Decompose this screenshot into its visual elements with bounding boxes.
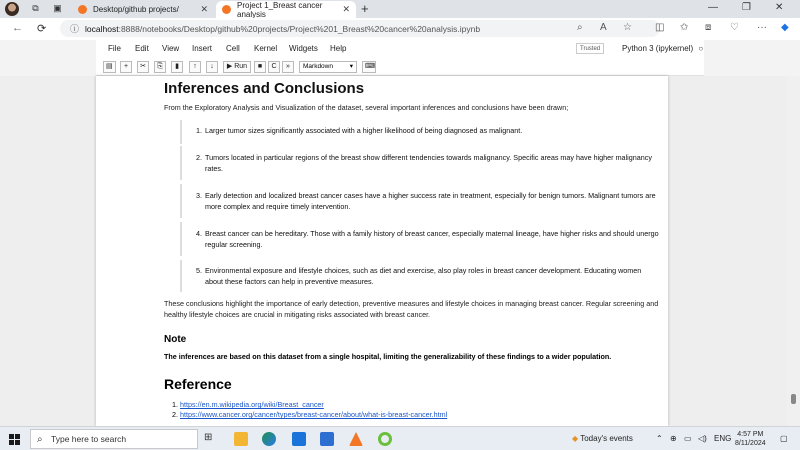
- menu-cell[interactable]: Cell: [226, 44, 240, 53]
- menu-insert[interactable]: Insert: [192, 44, 213, 53]
- cell-type-select[interactable]: [299, 61, 357, 73]
- language-indicator[interactable]: ENG: [714, 434, 732, 443]
- note-text: The inferences are based on this dataset from a single hospital, limiting the generalizability of these findings to a wider population.: [164, 352, 612, 361]
- menu-kernel[interactable]: Kernel: [254, 44, 278, 53]
- file-explorer-icon[interactable]: [234, 432, 248, 446]
- save-icon[interactable]: ▤: [103, 61, 116, 73]
- windows-start-icon[interactable]: [9, 434, 20, 445]
- copy-icon[interactable]: ⎘: [154, 61, 166, 73]
- inference-number: 4.: [196, 229, 202, 238]
- inference-text: Larger tumor sizes significantly associated with a higher likelihood of being diagnosed as malignant.: [205, 126, 523, 135]
- workspaces-icon[interactable]: ⧉: [32, 3, 39, 13]
- inference-item: [196, 153, 661, 174]
- read-aloud-icon[interactable]: A: [600, 22, 607, 33]
- inference-item: [196, 266, 661, 287]
- jupyter-menubar: [96, 40, 704, 58]
- page-title: Inferences and Conclusions: [164, 80, 365, 97]
- inference-number: 2.: [196, 153, 202, 162]
- browser-tab-strip: [0, 0, 800, 18]
- close-tab-icon[interactable]: ✕: [342, 4, 350, 14]
- zoom-icon[interactable]: ⌕: [577, 22, 583, 33]
- tab-desktop-github-projects[interactable]: [72, 1, 214, 18]
- notifications-icon[interactable]: ▢: [780, 434, 788, 443]
- reference-link[interactable]: https://en.m.wikipedia.org/wiki/Breast_cancer: [180, 400, 324, 409]
- clock-date: 8/11/2024: [735, 440, 766, 447]
- app-icon[interactable]: [378, 432, 392, 446]
- page-scrollbar[interactable]: [787, 76, 800, 426]
- note-heading: Note: [164, 334, 187, 345]
- menu-widgets[interactable]: Widgets: [289, 44, 318, 53]
- run-label: Run: [234, 63, 248, 70]
- split-screen-icon[interactable]: ◫: [655, 22, 665, 33]
- cut-icon[interactable]: ✂: [137, 61, 149, 73]
- url-host: localhost: [85, 23, 119, 34]
- weather-icon: ◆: [572, 434, 579, 443]
- tab-project-notebook[interactable]: [216, 1, 356, 18]
- inference-text: Early detection and localized breast cancer cases have a higher success rate in treatment, especially for benign tumors. Malignant tumors are more complex and require timely intervention.: [205, 191, 656, 211]
- show-hidden-icons-icon[interactable]: ⌃: [656, 434, 663, 443]
- blockquote-bar: [180, 222, 182, 256]
- stop-icon[interactable]: ■: [254, 61, 266, 73]
- edge-browser-icon[interactable]: [262, 432, 276, 446]
- blockquote-bar: [180, 120, 182, 144]
- task-view-icon[interactable]: ⊞: [204, 432, 213, 443]
- reference-item: [172, 400, 324, 409]
- favorite-star-icon[interactable]: ☆: [623, 22, 632, 33]
- jupyter-icon: [78, 5, 87, 14]
- restart-icon[interactable]: C: [268, 61, 280, 73]
- tab-label: Project 1_Breast cancer analysis: [237, 0, 323, 19]
- reference-link[interactable]: https://www.cancer.org/cancer/types/breast-cancer/about/what-is-breast-cancer.html: [180, 410, 448, 419]
- scrollbar-thumb[interactable]: [791, 394, 796, 404]
- favorites-icon[interactable]: ✩: [680, 22, 689, 33]
- trusted-badge[interactable]: Trusted: [576, 43, 604, 54]
- tab-label: Desktop/github projects/: [93, 5, 179, 14]
- command-palette-icon[interactable]: ⌨: [362, 61, 376, 73]
- inference-item: [196, 126, 661, 137]
- weather-widget[interactable]: [572, 434, 633, 443]
- address-bar[interactable]: [60, 20, 660, 37]
- move-up-icon[interactable]: ↑: [189, 61, 201, 73]
- search-icon: ⌕: [37, 434, 43, 445]
- menu-file[interactable]: File: [108, 44, 121, 53]
- restart-run-all-icon[interactable]: »: [282, 61, 294, 73]
- blockquote-bar: [180, 184, 182, 218]
- store-icon[interactable]: [320, 432, 334, 446]
- chevron-down-icon: ▾: [349, 63, 353, 70]
- jupyter-icon: [222, 5, 231, 14]
- weather-label: Today's events: [580, 434, 633, 443]
- system-clock[interactable]: [735, 430, 766, 448]
- inference-number: 1.: [196, 126, 202, 135]
- reference-heading: Reference: [164, 376, 232, 392]
- menu-edit[interactable]: Edit: [135, 44, 149, 53]
- reference-number: 2.: [172, 410, 178, 419]
- mail-icon[interactable]: [292, 432, 306, 446]
- volume-icon[interactable]: ◁): [698, 434, 707, 443]
- collections-icon[interactable]: ⧈: [705, 22, 712, 33]
- reference-item: [172, 410, 447, 419]
- insert-cell-icon[interactable]: +: [120, 61, 132, 73]
- taskbar-search-input[interactable]: [30, 429, 198, 449]
- profile-avatar[interactable]: [5, 2, 19, 16]
- clock-time: 4:57 PM: [737, 431, 764, 438]
- kernel-indicator: [622, 44, 703, 53]
- browser-toolbar: [0, 18, 800, 40]
- inference-text: Tumors located in particular regions of the breast show different tendencies towards malignancy. Specific areas may have higher malignancy rates.: [205, 153, 652, 173]
- url-path: :8888/notebooks/Desktop/github%20projects/Project%201_Breast%20cancer%20analysis.ipynb: [118, 23, 481, 34]
- minimize-icon[interactable]: —: [708, 2, 718, 13]
- copilot-icon[interactable]: ◆: [781, 22, 789, 33]
- paste-icon[interactable]: ▮: [171, 61, 183, 73]
- search-placeholder: Type here to search: [51, 434, 127, 444]
- run-button[interactable]: ▶ Run: [223, 61, 251, 73]
- more-menu-icon[interactable]: ···: [757, 22, 767, 33]
- menu-help[interactable]: Help: [330, 44, 347, 53]
- battery-icon[interactable]: ▭: [684, 434, 692, 443]
- blockquote-bar: [180, 146, 182, 180]
- blockquote-bar: [180, 260, 182, 292]
- network-icon[interactable]: ⊕: [670, 434, 677, 443]
- inference-item: [196, 229, 661, 250]
- back-icon[interactable]: ←: [12, 22, 23, 34]
- inference-item: [196, 191, 661, 212]
- conclusion-paragraph: These conclusions highlight the importance of early detection, preventive measures and lifestyle choices in managing breast cancer. Regular screening and healthy lifestyle choices are crucial in mitigating risks associated with breast cancer.: [164, 299, 659, 319]
- inference-number: 5.: [196, 266, 202, 275]
- inference-text: Breast cancer can be hereditary. Those with a family history of breast cancer, especially maternal lineage, have higher risks and should unergo regular screening.: [205, 229, 659, 249]
- info-icon[interactable]: ⓘ: [70, 24, 80, 34]
- menu-view[interactable]: View: [162, 44, 180, 53]
- tab-actions-icon[interactable]: ▣: [53, 3, 62, 13]
- kernel-status-icon: ○: [698, 44, 704, 53]
- inference-text: Environmental exposure and lifestyle choices, such as diet and exercise, also play roles in breast cancer development. Educating women about these factors can help in preventive measures.: [205, 266, 642, 286]
- refresh-icon[interactable]: ⟳: [37, 23, 47, 35]
- close-window-icon[interactable]: ✕: [775, 2, 784, 13]
- taskbar: [0, 426, 800, 450]
- vlc-icon[interactable]: [349, 432, 363, 446]
- cell-type-value: Markdown: [303, 63, 333, 70]
- reference-number: 1.: [172, 400, 178, 409]
- jupyter-toolbar: [96, 58, 704, 76]
- kernel-label: Python 3 (ipykernel): [622, 44, 694, 53]
- close-tab-icon[interactable]: ✕: [200, 4, 208, 14]
- new-tab-icon[interactable]: +: [361, 1, 369, 16]
- restore-icon[interactable]: ❐: [742, 2, 751, 13]
- move-down-icon[interactable]: ↓: [206, 61, 218, 73]
- inference-number: 3.: [196, 191, 202, 200]
- intro-text: From the Exploratory Analysis and Visualization of the dataset, several important inferences and conclusions have been drawn;: [164, 103, 569, 112]
- extensions-icon[interactable]: ♡: [730, 22, 739, 33]
